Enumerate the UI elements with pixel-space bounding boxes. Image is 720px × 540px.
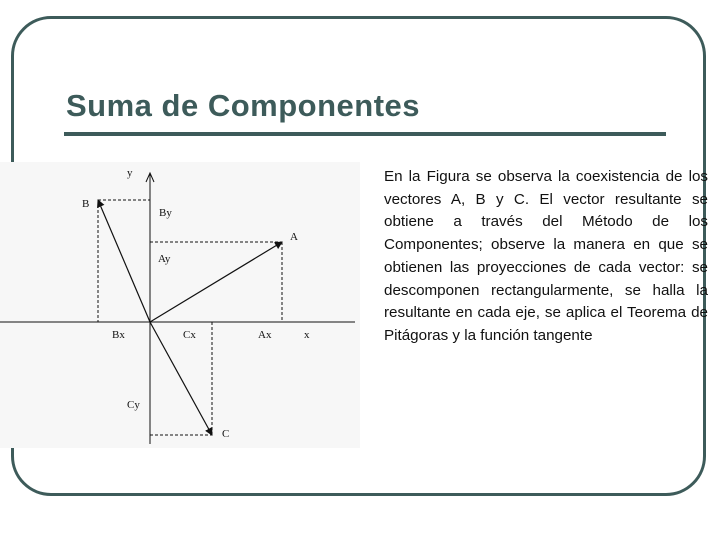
label-y: y [127, 167, 133, 179]
vector-b [98, 200, 150, 322]
slide-title: Suma de Componentes [66, 88, 420, 123]
label-cx: Cx [183, 329, 196, 341]
label-b: B [82, 198, 90, 210]
vector-figure [0, 162, 360, 448]
vector-c [150, 322, 212, 435]
label-ax: Ax [258, 329, 272, 341]
label-x: x [304, 329, 310, 341]
vector-diagram [0, 162, 360, 448]
label-cy: Cy [127, 399, 140, 411]
label-a: A [290, 231, 298, 243]
title-underline [64, 132, 666, 136]
label-bx: Bx [112, 329, 125, 341]
label-by: By [159, 207, 172, 219]
explanation-paragraph: En la Figura se observa la coexistencia de los vectores A, B y C. El vector resultante se obtiene a través del Método de los Componentes; observe la manera en que se obtienen las proyecciones de cada vector: se descomponen rectangularmente, se halla la resultante en cada eje, se aplica el Teorema de Pitágoras y la función tangente [384, 168, 708, 344]
label-c: C [222, 428, 230, 440]
label-ay: Ay [158, 253, 171, 265]
